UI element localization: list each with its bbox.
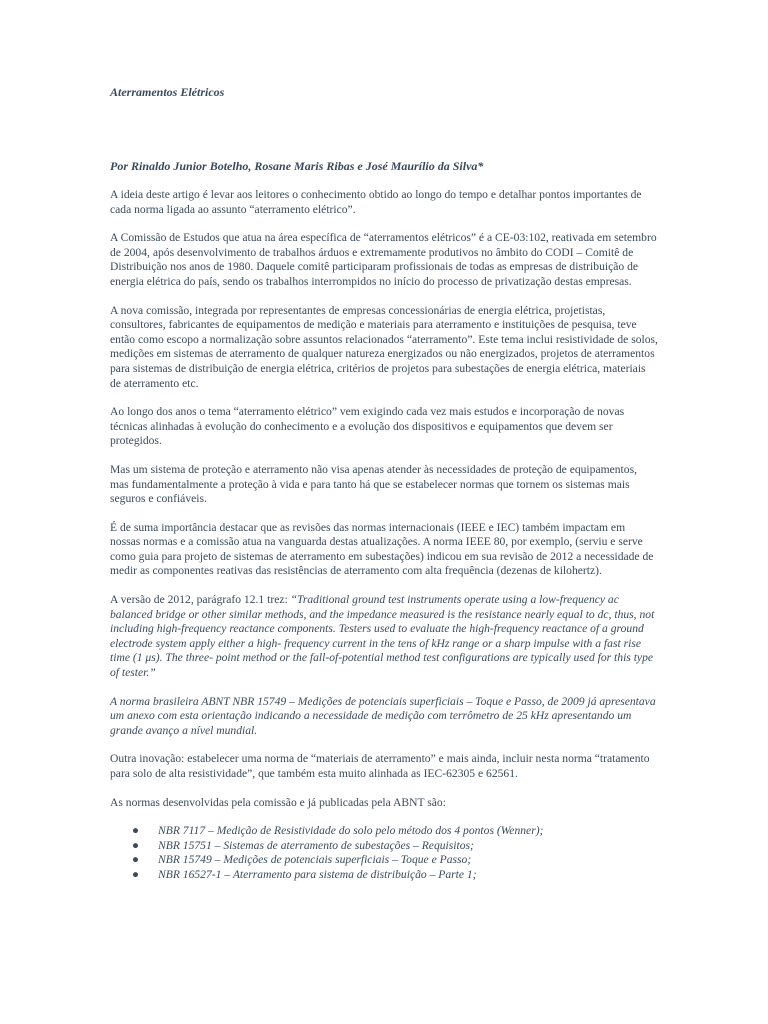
quote-text: “Traditional ground test instruments operate using a low-frequency ac balanced bridge or other similar methods, and the impedance measured is the resistance nearly equal to dc, thus, not including high-frequency reactance components. Testers used to evaluate the high-frequency reactance of a ground electrode system apply either a high- frequency current in the tens of kHz range or a sharp impulse with a fast rise time (1 μs). The three- point method or the fall-of-potential method test configurations are typically used for this type of tester.” xyxy=(110,593,655,680)
paragraph-5: Mas um sistema de proteção e aterramento não visa apenas atender às necessidades de proteção de equipamentos, mas fundamentalmente a proteção à vida e para tanto há que se estabelecer normas que tornem os sistemas mais seguros e confiáveis. xyxy=(110,462,637,506)
quote-paragraph xyxy=(110,593,658,681)
paragraph-2: A Comissão de Estudos que atua na área específica de “aterramentos elétricos” é a CE-03:102, reativada em setembro de 2004, após desenvolvimento de trabalhos árduos e extremamente produtivos no âmbito do CODI – Comitê de Distribuição nos anos de 1980. Daquele comitê participaram profissionais de todas as empresas de distribuição de energia elétrica do país, sendo os trabalhos interrompidos no início do processo de privatização destas empresas. xyxy=(110,231,657,288)
paragraph-4: Ao longo dos anos o tema “aterramento elétrico” vem exigindo cada vez mais estudos e incorporação de novas técnicas alinhadas à evolução do conhecimento e a evolução dos dispositivos e equipamentos que devem ser protegidos. xyxy=(110,405,625,448)
quote-intro: A versão de 2012, parágrafo 12.1 trez: xyxy=(110,593,291,607)
norm-text: NBR 7117 – Medição de Resistividade do solo pelo método dos 4 pontos (Wenner); xyxy=(158,824,544,838)
list-item xyxy=(132,839,658,854)
abnt-paragraph: A norma brasileira ABNT NBR 15749 – Medições de potenciais superficiais – Toque e Passo, de 2009 já apresentava um anexo com esta orientação indicando a necessidade de medição com terrômetro de 25 kHz apresentando um grande avanço a nível mundial. xyxy=(110,694,656,737)
paragraph-3: A nova comissão, integrada por representantes de empresas concessionárias de energia elétrica, projetistas, consultores, fabricantes de equipamentos de medição e materiais para aterramento e instituições de pesquisa, teve então como escopo a normalização sobre assuntos relacionados “aterramento”. Este tema inclui resistividade de solos, medições em sistemas de aterramento de qualquer natureza energizados ou não energizados, projetos de aterramentos para sistemas de distribuição de energia elétrica, critérios de projetos para subestações de energia elétrica, materiais de aterramento etc. xyxy=(110,303,658,390)
document-page xyxy=(110,84,658,883)
paragraph-6: É de suma importância destacar que as revisões das normas internacionais (IEEE e IEC) também impactam em nossas normas e a comissão atua na vanguarda destas atualizações. A norma IEEE 80, por exemplo, (serviu e serve como guia para projeto de sistemas de aterramento em subestações) indicou em sua revisão de 2012 a necessidade de medir as componentes reativas das resistências de aterramento com alta frequência (dezenas de kilohertz). xyxy=(110,520,654,578)
paragraph-1: A ideia deste artigo é levar aos leitores o conhecimento obtido ao longo do tempo e detalhar pontos importantes de cada norma ligada ao assunto “aterramento elétrico”. xyxy=(110,188,642,216)
list-item xyxy=(132,824,658,839)
bullet-icon: ● xyxy=(132,867,140,881)
list-item xyxy=(132,868,658,883)
norms-list xyxy=(110,824,658,882)
norm-text: NBR 16527-1 – Aterramento para sistema de distribuição – Parte 1; xyxy=(158,867,477,881)
bullet-icon: ● xyxy=(132,853,140,867)
norm-text: NBR 15749 – Medições de potenciais superficiais – Toque e Passo; xyxy=(158,853,472,867)
list-intro: As normas desenvolvidas pela comissão e já publicadas pela ABNT são: xyxy=(110,795,446,809)
innovation-paragraph: Outra inovação: estabelecer uma norma de “materiais de aterramento” e mais ainda, incluir nesta norma “tratamento para solo de alta resistividade”, que também esta muito alinhada as IEC-62305 e 62561. xyxy=(110,752,650,780)
bullet-icon: ● xyxy=(132,824,140,838)
document-title: Aterramentos Elétricos xyxy=(110,85,225,99)
bullet-icon: ● xyxy=(132,838,140,852)
author-byline: Por Rinaldo Junior Botelho, Rosane Maris Ribas e José Maurílio da Silva* xyxy=(110,159,484,173)
list-item xyxy=(132,853,658,868)
norm-text: NBR 15751 – Sistemas de aterramento de subestações – Requisitos; xyxy=(158,838,474,852)
